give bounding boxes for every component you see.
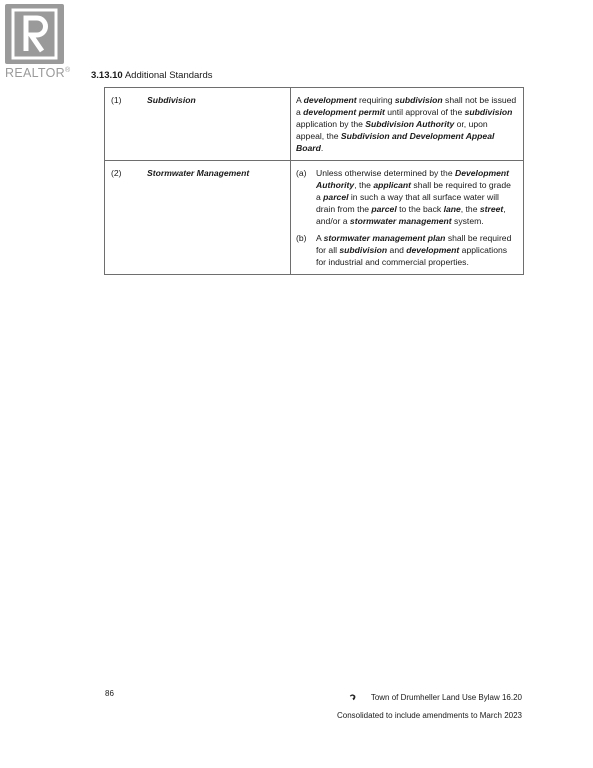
section-heading xyxy=(91,70,213,81)
list-item xyxy=(296,167,518,227)
row-heading-cell xyxy=(105,161,291,275)
realtor-logo-text: REALTOR® xyxy=(5,66,71,80)
text-run: . xyxy=(320,143,324,153)
text-run: requiring xyxy=(356,95,395,105)
row-text xyxy=(296,94,518,154)
text-run: A xyxy=(296,95,304,105)
defined-term: development xyxy=(303,95,357,105)
text-run: or, upon appeal, the xyxy=(296,119,488,141)
row-term: Stormwater Management xyxy=(147,168,250,178)
defined-term: subdivision xyxy=(464,107,513,117)
text-run: applications for industrial and commercial properties. xyxy=(316,245,508,267)
text-run: shall be required for all xyxy=(316,233,512,255)
section-number: 3.13.10 xyxy=(91,70,123,81)
defined-term: Subdivision Authority xyxy=(365,119,455,129)
defined-term: Development Authority xyxy=(316,168,509,190)
defined-term: parcel xyxy=(323,192,349,202)
row-number: (2) xyxy=(111,168,122,178)
text-run: until approval of the xyxy=(384,107,465,117)
text-run: , and/or a xyxy=(316,204,506,226)
defined-term: Subdivision and Development Appeal Board xyxy=(296,131,495,153)
consolidation-note: Consolidated to include amendments to March 2023 xyxy=(337,711,522,720)
item-text xyxy=(316,167,518,227)
realtor-logo xyxy=(5,4,69,80)
text-run: application by the xyxy=(296,119,366,129)
text-run: A xyxy=(316,233,324,243)
defined-term: subdivision xyxy=(394,95,443,105)
defined-term: applicant xyxy=(373,180,412,190)
text-run: , the xyxy=(354,180,374,190)
defined-term: development xyxy=(406,245,460,255)
row-number: (1) xyxy=(111,95,122,105)
text-run: Unless otherwise determined by the xyxy=(316,168,456,178)
defined-term: subdivision xyxy=(339,245,388,255)
defined-term: stormwater management plan xyxy=(323,233,446,243)
page-number: 86 xyxy=(105,689,114,698)
text-run: shall not be issued a xyxy=(296,95,517,117)
town-logo-icon xyxy=(348,693,357,702)
text-run: system. xyxy=(451,216,484,226)
text-run: shall be required to grade a xyxy=(316,180,511,202)
row-content-cell xyxy=(291,161,524,275)
defined-term: stormwater management xyxy=(349,216,452,226)
standards-table xyxy=(104,87,524,275)
section-title: Additional Standards xyxy=(124,70,213,81)
list-item xyxy=(296,232,518,268)
text-run: and xyxy=(387,245,407,255)
item-letter: (a) xyxy=(296,168,307,178)
text-run: to the back xyxy=(396,204,444,214)
footer-info xyxy=(337,689,522,725)
row-content-cell xyxy=(291,88,524,161)
table-row xyxy=(105,161,524,275)
row-term: Subdivision xyxy=(147,95,196,105)
defined-term: lane xyxy=(443,204,461,214)
realtor-r-icon xyxy=(5,4,64,64)
row-heading-cell xyxy=(105,88,291,161)
defined-term: development permit xyxy=(303,107,385,117)
item-letter: (b) xyxy=(296,233,307,243)
table-row xyxy=(105,88,524,161)
text-run: , the xyxy=(460,204,480,214)
item-text xyxy=(316,232,518,268)
bylaw-title: Town of Drumheller Land Use Bylaw 16.20 xyxy=(370,693,522,702)
defined-term: parcel xyxy=(371,204,397,214)
text-run: in such a way that all surface water will drain from the xyxy=(316,192,499,214)
defined-term: street xyxy=(479,204,504,214)
